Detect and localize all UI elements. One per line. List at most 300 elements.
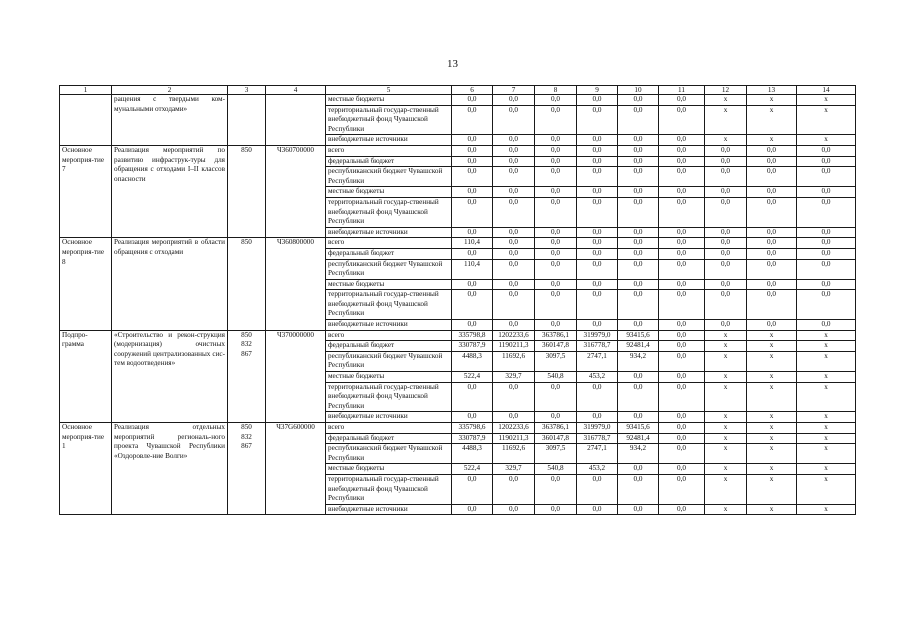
value-cell: 0,0 bbox=[535, 145, 577, 156]
value-cell: x bbox=[705, 423, 747, 434]
value-cell: 522,4 bbox=[452, 464, 493, 475]
value-cell: 0,0 bbox=[618, 167, 659, 187]
value-cell: 0,0 bbox=[452, 248, 493, 259]
value-cell: 0,0 bbox=[577, 279, 618, 290]
funding-source-cell: всего bbox=[326, 145, 452, 156]
value-cell: x bbox=[747, 135, 797, 146]
value-cell: 0,0 bbox=[535, 248, 577, 259]
value-cell: 0,0 bbox=[577, 156, 618, 167]
value-cell: x bbox=[705, 382, 747, 412]
classification-code-cell: Ч37G600000 bbox=[266, 423, 326, 515]
value-cell: x bbox=[705, 433, 747, 444]
value-cell: 363786,1 bbox=[535, 423, 577, 434]
value-cell: 0,0 bbox=[705, 290, 747, 320]
value-cell: x bbox=[747, 382, 797, 412]
value-cell: 0,0 bbox=[452, 320, 493, 331]
value-cell: 522,4 bbox=[452, 372, 493, 383]
funding-source-cell: местные бюджеты bbox=[326, 464, 452, 475]
value-cell: 1190211,3 bbox=[493, 341, 535, 352]
header-row bbox=[60, 86, 856, 95]
value-cell: 0,0 bbox=[747, 248, 797, 259]
value-cell: x bbox=[747, 433, 797, 444]
funding-source-cell: республиканский бюджет Чувашской Республики bbox=[326, 351, 452, 371]
value-cell: 0,0 bbox=[659, 423, 705, 434]
classification-code-cell: Ч360700000 bbox=[266, 145, 326, 237]
value-cell: 0,0 bbox=[618, 145, 659, 156]
value-cell: 1202233,6 bbox=[493, 423, 535, 434]
value-cell: 363786,1 bbox=[535, 330, 577, 341]
header-cell-7: 7 bbox=[493, 86, 535, 95]
value-cell: 0,0 bbox=[493, 167, 535, 187]
value-cell: 0,0 bbox=[618, 156, 659, 167]
value-cell: x bbox=[747, 504, 797, 515]
value-cell: x bbox=[797, 330, 856, 341]
value-cell: x bbox=[705, 105, 747, 135]
value-cell: 0,0 bbox=[577, 167, 618, 187]
value-cell: 0,0 bbox=[618, 187, 659, 198]
funding-source-cell: местные бюджеты bbox=[326, 279, 452, 290]
value-cell: 0,0 bbox=[618, 135, 659, 146]
value-cell: 0,0 bbox=[452, 135, 493, 146]
value-cell: 335798,8 bbox=[452, 330, 493, 341]
value-cell: 0,0 bbox=[659, 474, 705, 504]
value-cell: 0,0 bbox=[705, 248, 747, 259]
funding-source-cell: внебюджетные источники bbox=[326, 504, 452, 515]
value-cell: 4488,3 bbox=[452, 444, 493, 464]
value-cell: 0,0 bbox=[659, 248, 705, 259]
value-cell: 110,4 bbox=[452, 238, 493, 249]
value-cell: 0,0 bbox=[618, 197, 659, 227]
table-row bbox=[60, 423, 856, 434]
value-cell: 934,2 bbox=[618, 444, 659, 464]
value-cell: 0,0 bbox=[705, 279, 747, 290]
value-cell: 0,0 bbox=[493, 105, 535, 135]
value-cell: 453,2 bbox=[577, 372, 618, 383]
value-cell: 0,0 bbox=[747, 197, 797, 227]
funding-source-cell: местные бюджеты bbox=[326, 372, 452, 383]
value-cell: 0,0 bbox=[618, 227, 659, 238]
value-cell: 319979,0 bbox=[577, 330, 618, 341]
value-cell: x bbox=[705, 444, 747, 464]
value-cell: 0,0 bbox=[493, 227, 535, 238]
funding-source-cell: территориальный государ-ственный внебюджетный фонд Чувашской Республики bbox=[326, 290, 452, 320]
event-number-cell bbox=[60, 95, 112, 146]
value-cell: 0,0 bbox=[705, 320, 747, 331]
value-cell: x bbox=[797, 351, 856, 371]
value-cell: x bbox=[705, 135, 747, 146]
code-cell: 850 bbox=[228, 145, 266, 237]
classification-code-cell bbox=[266, 95, 326, 146]
value-cell: 0,0 bbox=[659, 372, 705, 383]
value-cell: 0,0 bbox=[535, 95, 577, 106]
value-cell: 2747,1 bbox=[577, 444, 618, 464]
value-cell: 0,0 bbox=[493, 279, 535, 290]
classification-code-cell: Ч370000000 bbox=[266, 330, 326, 422]
value-cell: 0,0 bbox=[493, 320, 535, 331]
value-cell: 0,0 bbox=[535, 320, 577, 331]
event-number-cell: Основное мероприя-тие 7 bbox=[60, 145, 112, 237]
header-cell-14: 14 bbox=[797, 86, 856, 95]
value-cell: 0,0 bbox=[659, 238, 705, 249]
value-cell: 0,0 bbox=[797, 320, 856, 331]
value-cell: 0,0 bbox=[747, 227, 797, 238]
value-cell: 0,0 bbox=[577, 290, 618, 320]
page-number: 13 bbox=[447, 58, 458, 70]
value-cell: 0,0 bbox=[493, 259, 535, 279]
value-cell: 11692,6 bbox=[493, 351, 535, 371]
header-cell-9: 9 bbox=[577, 86, 618, 95]
funding-source-cell: внебюджетные источники bbox=[326, 320, 452, 331]
value-cell: 0,0 bbox=[577, 238, 618, 249]
table-row bbox=[60, 330, 856, 341]
budget-table bbox=[59, 85, 856, 515]
event-name-cell: «Строительство и рекон-струкция (модернизация) очистных сооружений централизованных сис-тем водоотведения» bbox=[112, 330, 228, 422]
value-cell: 0,0 bbox=[797, 227, 856, 238]
value-cell: 0,0 bbox=[452, 504, 493, 515]
event-name-cell: Реализация мероприятий в области обращения с отходами bbox=[112, 238, 228, 330]
event-name-cell: Реализация мероприятий по развитию инфраструк-туры для обращения с отходами I–II классов опасности bbox=[112, 145, 228, 237]
code-cell: 850 bbox=[228, 238, 266, 330]
value-cell: 0,0 bbox=[659, 382, 705, 412]
value-cell: 0,0 bbox=[747, 259, 797, 279]
table-row bbox=[60, 238, 856, 249]
value-cell: x bbox=[797, 464, 856, 475]
funding-source-cell: внебюджетные источники bbox=[326, 412, 452, 423]
value-cell: 0,0 bbox=[452, 279, 493, 290]
value-cell: 0,0 bbox=[493, 187, 535, 198]
value-cell: 0,0 bbox=[535, 290, 577, 320]
funding-source-cell: территориальный государ-ственный внебюджетный фонд Чувашской Республики bbox=[326, 474, 452, 504]
value-cell: 0,0 bbox=[493, 248, 535, 259]
value-cell: 0,0 bbox=[577, 504, 618, 515]
value-cell: 0,0 bbox=[577, 382, 618, 412]
value-cell: 0,0 bbox=[535, 105, 577, 135]
value-cell: 0,0 bbox=[535, 504, 577, 515]
value-cell: 0,0 bbox=[618, 320, 659, 331]
funding-source-cell: республиканский бюджет Чувашской Республики bbox=[326, 167, 452, 187]
value-cell: 0,0 bbox=[747, 238, 797, 249]
value-cell: 0,0 bbox=[705, 238, 747, 249]
value-cell: 0,0 bbox=[452, 227, 493, 238]
value-cell: x bbox=[797, 444, 856, 464]
value-cell: 3097,5 bbox=[535, 351, 577, 371]
value-cell: 330787,9 bbox=[452, 433, 493, 444]
value-cell: x bbox=[797, 105, 856, 135]
value-cell: 0,0 bbox=[797, 279, 856, 290]
value-cell: 0,0 bbox=[452, 145, 493, 156]
funding-source-cell: внебюджетные источники bbox=[326, 227, 452, 238]
value-cell: 0,0 bbox=[797, 259, 856, 279]
code-cell bbox=[228, 95, 266, 146]
funding-source-cell: местные бюджеты bbox=[326, 187, 452, 198]
value-cell: 0,0 bbox=[618, 279, 659, 290]
value-cell: 1202233,6 bbox=[493, 330, 535, 341]
value-cell: 0,0 bbox=[618, 248, 659, 259]
funding-source-cell: федеральный бюджет bbox=[326, 341, 452, 352]
value-cell: 0,0 bbox=[747, 167, 797, 187]
header-cell-12: 12 bbox=[705, 86, 747, 95]
value-cell: 0,0 bbox=[452, 95, 493, 106]
value-cell: 0,0 bbox=[493, 382, 535, 412]
value-cell: 0,0 bbox=[705, 227, 747, 238]
funding-source-cell: всего bbox=[326, 238, 452, 249]
value-cell: 0,0 bbox=[493, 197, 535, 227]
value-cell: 0,0 bbox=[747, 320, 797, 331]
value-cell: 92481,4 bbox=[618, 433, 659, 444]
value-cell: 335798,6 bbox=[452, 423, 493, 434]
value-cell: x bbox=[797, 372, 856, 383]
value-cell: 93415,6 bbox=[618, 330, 659, 341]
value-cell: 0,0 bbox=[659, 341, 705, 352]
value-cell: 0,0 bbox=[452, 382, 493, 412]
value-cell: 0,0 bbox=[493, 412, 535, 423]
value-cell: 0,0 bbox=[493, 95, 535, 106]
value-cell: 0,0 bbox=[535, 227, 577, 238]
funding-source-cell: территориальный государ-ственный внебюджетный фонд Чувашской Республики bbox=[326, 105, 452, 135]
code-cell: 850 832 867 bbox=[228, 330, 266, 422]
funding-source-cell: республиканский бюджет Чувашской Республики bbox=[326, 259, 452, 279]
value-cell: x bbox=[797, 433, 856, 444]
value-cell: x bbox=[797, 412, 856, 423]
value-cell: 0,0 bbox=[797, 238, 856, 249]
value-cell: 0,0 bbox=[577, 474, 618, 504]
value-cell: 0,0 bbox=[452, 167, 493, 187]
header-cell-6: 6 bbox=[452, 86, 493, 95]
header-cell-11: 11 bbox=[659, 86, 705, 95]
event-number-cell: Основное мероприя-тие 8 bbox=[60, 238, 112, 330]
value-cell: x bbox=[797, 474, 856, 504]
value-cell: 0,0 bbox=[659, 504, 705, 515]
value-cell: 0,0 bbox=[659, 167, 705, 187]
value-cell: 0,0 bbox=[535, 135, 577, 146]
value-cell: x bbox=[705, 464, 747, 475]
value-cell: 0,0 bbox=[577, 320, 618, 331]
value-cell: x bbox=[705, 504, 747, 515]
value-cell: 0,0 bbox=[452, 290, 493, 320]
header-cell-5: 5 bbox=[326, 86, 452, 95]
table-row bbox=[60, 95, 856, 106]
value-cell: 0,0 bbox=[493, 156, 535, 167]
value-cell: 0,0 bbox=[659, 187, 705, 198]
value-cell: 0,0 bbox=[659, 464, 705, 475]
value-cell: 0,0 bbox=[747, 156, 797, 167]
value-cell: 0,0 bbox=[705, 197, 747, 227]
value-cell: 0,0 bbox=[577, 197, 618, 227]
value-cell: 319979,0 bbox=[577, 423, 618, 434]
value-cell: 0,0 bbox=[535, 279, 577, 290]
header-cell-3: 3 bbox=[228, 86, 266, 95]
value-cell: 0,0 bbox=[577, 187, 618, 198]
value-cell: 0,0 bbox=[705, 145, 747, 156]
value-cell: 0,0 bbox=[535, 167, 577, 187]
value-cell: 0,0 bbox=[493, 290, 535, 320]
value-cell: x bbox=[747, 412, 797, 423]
value-cell: 0,0 bbox=[618, 105, 659, 135]
funding-source-cell: федеральный бюджет bbox=[326, 156, 452, 167]
value-cell: 0,0 bbox=[618, 412, 659, 423]
value-cell: 110,4 bbox=[452, 259, 493, 279]
value-cell: 0,0 bbox=[659, 433, 705, 444]
value-cell: 316778,7 bbox=[577, 341, 618, 352]
value-cell: 0,0 bbox=[705, 187, 747, 198]
value-cell: 0,0 bbox=[618, 372, 659, 383]
value-cell: 0,0 bbox=[577, 248, 618, 259]
value-cell: 540,8 bbox=[535, 464, 577, 475]
value-cell: x bbox=[797, 341, 856, 352]
value-cell: x bbox=[747, 444, 797, 464]
value-cell: 0,0 bbox=[747, 187, 797, 198]
value-cell: 0,0 bbox=[705, 156, 747, 167]
funding-source-cell: территориальный государ-ственный внебюджетный фонд Чувашской Республики bbox=[326, 197, 452, 227]
value-cell: 0,0 bbox=[659, 290, 705, 320]
value-cell: 540,8 bbox=[535, 372, 577, 383]
value-cell: x bbox=[747, 341, 797, 352]
value-cell: x bbox=[797, 135, 856, 146]
value-cell: 0,0 bbox=[452, 412, 493, 423]
value-cell: 0,0 bbox=[797, 248, 856, 259]
header-cell-13: 13 bbox=[747, 86, 797, 95]
value-cell: x bbox=[797, 382, 856, 412]
value-cell: x bbox=[705, 372, 747, 383]
value-cell: 0,0 bbox=[705, 259, 747, 279]
value-cell: 0,0 bbox=[659, 95, 705, 106]
value-cell: 2747,1 bbox=[577, 351, 618, 371]
value-cell: 0,0 bbox=[618, 382, 659, 412]
value-cell: 0,0 bbox=[659, 259, 705, 279]
value-cell: x bbox=[747, 330, 797, 341]
value-cell: 1190211,3 bbox=[493, 433, 535, 444]
value-cell: x bbox=[747, 464, 797, 475]
funding-source-cell: всего bbox=[326, 423, 452, 434]
value-cell: 0,0 bbox=[577, 105, 618, 135]
value-cell: 0,0 bbox=[659, 135, 705, 146]
value-cell: 0,0 bbox=[493, 474, 535, 504]
value-cell: x bbox=[797, 423, 856, 434]
value-cell: 0,0 bbox=[747, 145, 797, 156]
value-cell: 0,0 bbox=[535, 412, 577, 423]
value-cell: x bbox=[747, 372, 797, 383]
value-cell: 0,0 bbox=[535, 382, 577, 412]
value-cell: 0,0 bbox=[659, 197, 705, 227]
value-cell: x bbox=[705, 95, 747, 106]
value-cell: 0,0 bbox=[797, 187, 856, 198]
event-number-cell: Подпро-грамма bbox=[60, 330, 112, 422]
value-cell: x bbox=[705, 330, 747, 341]
value-cell: 0,0 bbox=[452, 105, 493, 135]
funding-source-cell: местные бюджеты bbox=[326, 95, 452, 106]
value-cell: x bbox=[705, 341, 747, 352]
funding-source-cell: республиканский бюджет Чувашской Республики bbox=[326, 444, 452, 464]
value-cell: 11692,6 bbox=[493, 444, 535, 464]
value-cell: 0,0 bbox=[577, 227, 618, 238]
funding-source-cell: внебюджетные источники bbox=[326, 135, 452, 146]
value-cell: 0,0 bbox=[577, 95, 618, 106]
value-cell: 3097,5 bbox=[535, 444, 577, 464]
value-cell: 0,0 bbox=[659, 145, 705, 156]
value-cell: 0,0 bbox=[535, 197, 577, 227]
funding-source-cell: территориальный государ-ственный внебюджетный фонд Чувашской Республики bbox=[326, 382, 452, 412]
value-cell: x bbox=[705, 474, 747, 504]
value-cell: 0,0 bbox=[659, 279, 705, 290]
table-row bbox=[60, 145, 856, 156]
value-cell: 0,0 bbox=[577, 259, 618, 279]
value-cell: x bbox=[797, 95, 856, 106]
value-cell: 360147,8 bbox=[535, 433, 577, 444]
value-cell: 0,0 bbox=[705, 167, 747, 187]
value-cell: 0,0 bbox=[747, 279, 797, 290]
value-cell: 0,0 bbox=[659, 320, 705, 331]
value-cell: 0,0 bbox=[618, 238, 659, 249]
value-cell: 360147,8 bbox=[535, 341, 577, 352]
value-cell: 0,0 bbox=[577, 135, 618, 146]
value-cell: 0,0 bbox=[618, 464, 659, 475]
value-cell: 0,0 bbox=[797, 145, 856, 156]
value-cell: 93415,6 bbox=[618, 423, 659, 434]
value-cell: 0,0 bbox=[797, 156, 856, 167]
value-cell: 934,2 bbox=[618, 351, 659, 371]
funding-source-cell: федеральный бюджет bbox=[326, 248, 452, 259]
value-cell: x bbox=[747, 423, 797, 434]
value-cell: 0,0 bbox=[452, 197, 493, 227]
value-cell: 329,7 bbox=[493, 464, 535, 475]
header-cell-2: 2 bbox=[112, 86, 228, 95]
value-cell: 0,0 bbox=[659, 351, 705, 371]
value-cell: 4488,3 bbox=[452, 351, 493, 371]
value-cell: 0,0 bbox=[659, 156, 705, 167]
code-cell: 850 832 867 bbox=[228, 423, 266, 515]
value-cell: 0,0 bbox=[493, 238, 535, 249]
value-cell: x bbox=[747, 105, 797, 135]
value-cell: 0,0 bbox=[747, 290, 797, 320]
value-cell: 0,0 bbox=[618, 95, 659, 106]
value-cell: 0,0 bbox=[797, 197, 856, 227]
funding-source-cell: всего bbox=[326, 330, 452, 341]
value-cell: 0,0 bbox=[659, 444, 705, 464]
value-cell: 0,0 bbox=[577, 412, 618, 423]
value-cell: 0,0 bbox=[493, 135, 535, 146]
value-cell: 329,7 bbox=[493, 372, 535, 383]
value-cell: x bbox=[747, 95, 797, 106]
value-cell: 0,0 bbox=[452, 474, 493, 504]
value-cell: 0,0 bbox=[535, 474, 577, 504]
event-name-cell: Реализация отдельных мероприятий региональ-ного проекта Чувашской Республики «Оздоровле-ние Волги» bbox=[112, 423, 228, 515]
value-cell: 0,0 bbox=[659, 412, 705, 423]
event-number-cell: Основное мероприя-тие 1 bbox=[60, 423, 112, 515]
value-cell: 0,0 bbox=[797, 167, 856, 187]
value-cell: 0,0 bbox=[452, 187, 493, 198]
value-cell: 330787,9 bbox=[452, 341, 493, 352]
value-cell: 0,0 bbox=[797, 290, 856, 320]
value-cell: 0,0 bbox=[618, 259, 659, 279]
value-cell: x bbox=[747, 351, 797, 371]
value-cell: 0,0 bbox=[535, 259, 577, 279]
value-cell: 0,0 bbox=[577, 145, 618, 156]
value-cell: 92481,4 bbox=[618, 341, 659, 352]
value-cell: x bbox=[705, 412, 747, 423]
header-cell-10: 10 bbox=[618, 86, 659, 95]
header-cell-4: 4 bbox=[266, 86, 326, 95]
value-cell: 0,0 bbox=[618, 290, 659, 320]
value-cell: 0,0 bbox=[535, 156, 577, 167]
value-cell: 0,0 bbox=[659, 227, 705, 238]
value-cell: 0,0 bbox=[535, 187, 577, 198]
header-cell-8: 8 bbox=[535, 86, 577, 95]
value-cell: x bbox=[797, 504, 856, 515]
value-cell: x bbox=[747, 474, 797, 504]
value-cell: 0,0 bbox=[618, 504, 659, 515]
value-cell: 0,0 bbox=[659, 330, 705, 341]
value-cell: 0,0 bbox=[493, 504, 535, 515]
